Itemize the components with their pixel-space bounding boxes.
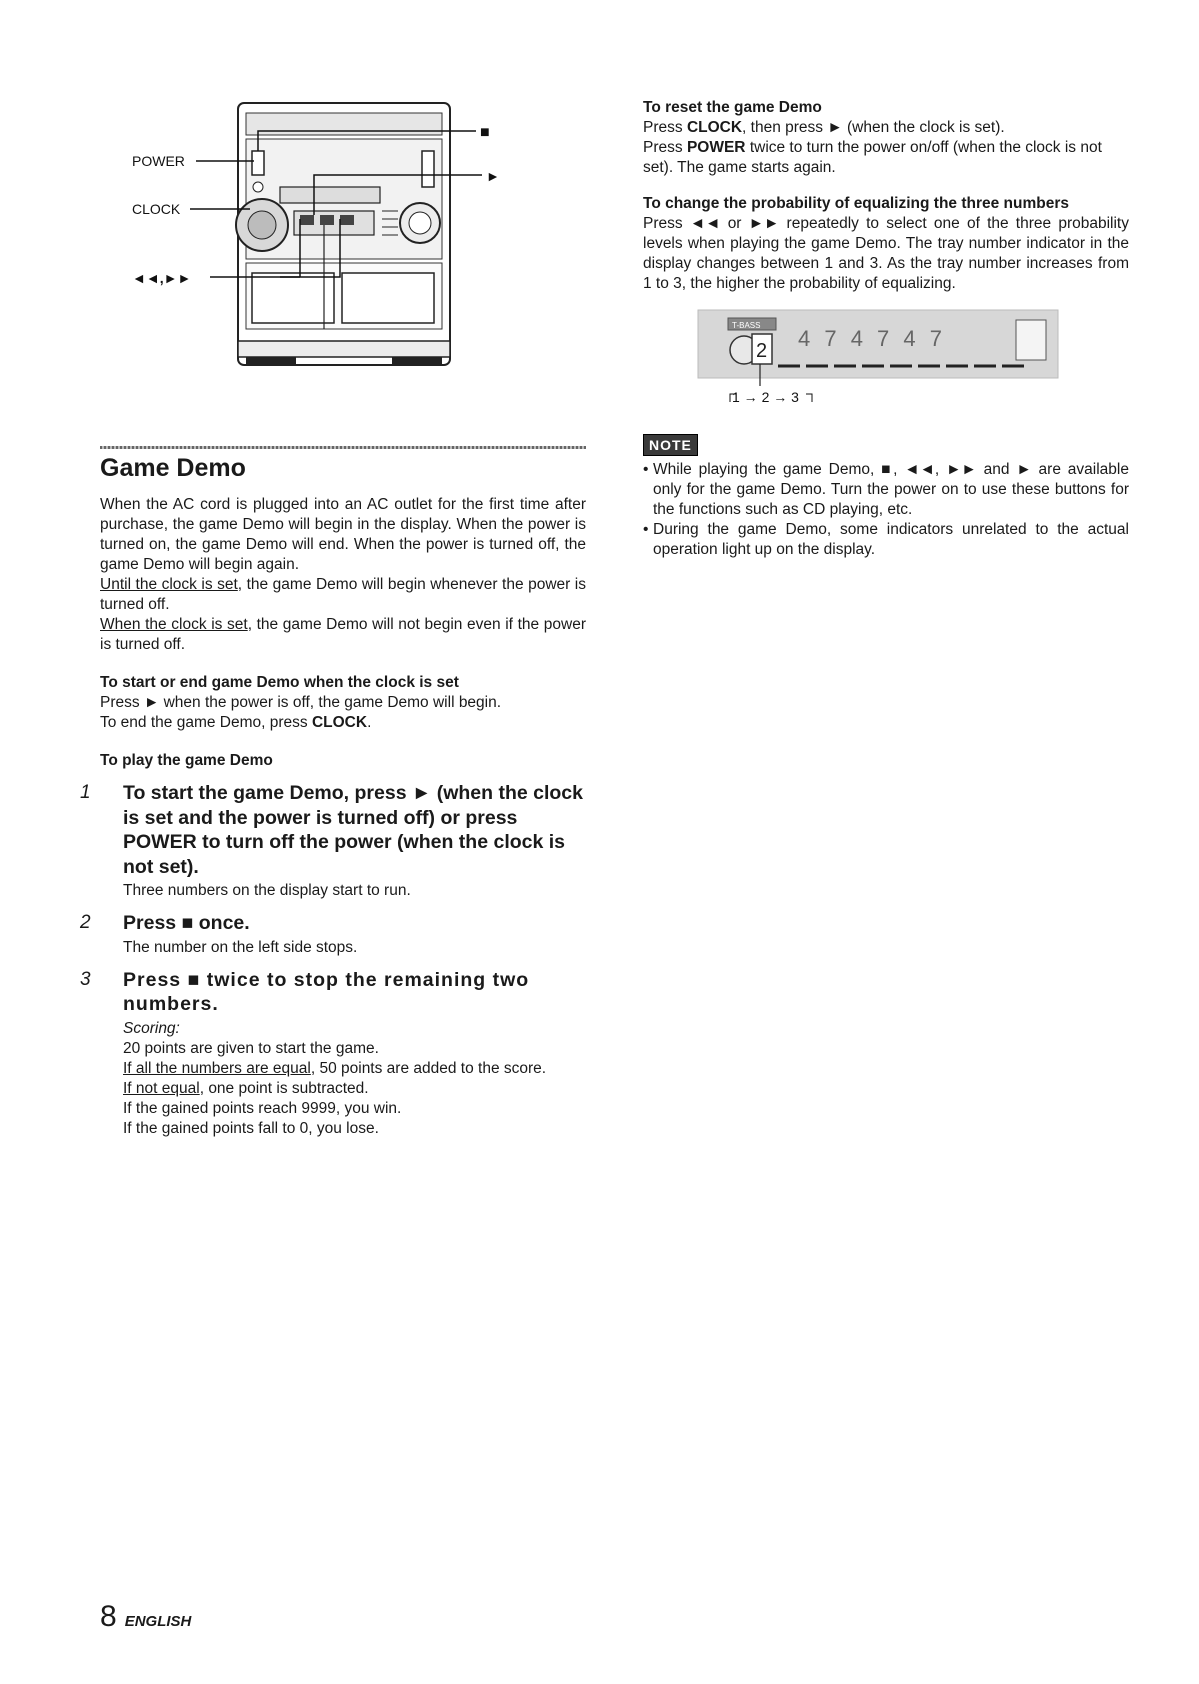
clock-not-set-underlined: Until the clock is set xyxy=(100,576,238,593)
reset-c: , then press xyxy=(742,119,824,136)
section-rule xyxy=(100,446,586,449)
step-3-number: 3 xyxy=(80,968,92,990)
end-line xyxy=(100,713,586,733)
reset2-c: twice to turn the power on/off (when the clock is not set). The game starts again. xyxy=(643,139,1102,176)
probability-heading: To change the probability of equalizing the three numbers xyxy=(643,195,1070,212)
display-sequence: 1 → 2 → 3 xyxy=(732,389,799,405)
scoring-start: 20 points are given to start the game. xyxy=(123,1039,379,1057)
play-icon: ► xyxy=(827,119,843,136)
scoring-label: Scoring: xyxy=(123,1019,180,1037)
stereo-unit-illustration xyxy=(130,95,590,395)
display-tray-number: 2 xyxy=(756,340,768,362)
step-2-body: The number on the left side stops. xyxy=(123,938,358,956)
stop-icon: ■ xyxy=(187,968,201,991)
step-1-title-b: (when the clock is set and the power is turned off) or press POWER to turn off the power (when the clock is not set). xyxy=(123,782,583,878)
right-column xyxy=(643,98,1129,294)
note-item-2 xyxy=(643,520,1129,560)
intro-paragraph: When the AC cord is plugged into an AC outlet for the first time after purchase, the game Demo will begin in the display. When the power is turned on, the game Demo will end. When the power is turned off, the game Demo will begin again. xyxy=(100,496,586,573)
scoring-equal-rest: , 50 points are added to the score. xyxy=(310,1059,547,1077)
fast-forward-icon: ►► xyxy=(748,215,780,232)
reset-a: Press xyxy=(643,119,683,136)
label-stop-symbol: ■ xyxy=(480,124,490,141)
end-line-clock: CLOCK xyxy=(311,714,368,731)
reset-line-2 xyxy=(643,138,1129,178)
page-number: 8 xyxy=(100,1600,117,1633)
reset-d: (when the clock is set). xyxy=(847,119,1005,136)
stereo-unit-diagram xyxy=(130,95,590,395)
clock-not-set-paragraph xyxy=(100,575,586,615)
step-1 xyxy=(80,781,586,901)
scoring-notequal xyxy=(123,1079,586,1099)
clock-not-set-rest: , the game Demo will begin whenever the power is turned off. xyxy=(100,576,587,613)
note-item-2-text: During the game Demo, some indicators unrelated to the actual operation light up on the display. xyxy=(653,521,1129,558)
step-1-body: Three numbers on the display start to run. xyxy=(123,882,411,899)
start-line-a: Press xyxy=(100,694,140,711)
reset2-a: Press xyxy=(643,139,683,156)
reset2-power: POWER xyxy=(686,139,746,156)
label-power: POWER xyxy=(132,153,185,169)
rewind-icon: ◄◄ xyxy=(689,215,721,232)
start-line xyxy=(100,693,586,713)
scoring-lose: If the gained points fall to 0, you lose. xyxy=(123,1119,379,1137)
end-line-period: . xyxy=(367,714,372,731)
page-footer xyxy=(100,1600,191,1634)
step-2-title xyxy=(80,911,586,936)
reset-heading: To reset the game Demo xyxy=(643,99,822,116)
clock-set-paragraph xyxy=(100,615,586,655)
display-digits: 4 7 4 7 4 7 xyxy=(798,326,946,351)
note-badge: NOTE xyxy=(643,434,698,456)
step-2-title-b: once. xyxy=(198,912,250,934)
stop-icon: ■ xyxy=(181,912,194,934)
scoring-win: If the gained points reach 9999, you win. xyxy=(123,1099,402,1117)
note-section xyxy=(643,434,1129,560)
reset-line-1 xyxy=(643,118,1129,138)
step-2-title-a: Press xyxy=(123,912,177,934)
display-panel-svg xyxy=(688,306,1068,406)
clock-set-underlined: When the clock is set xyxy=(100,616,248,633)
step-3 xyxy=(80,968,586,1139)
note-item-1 xyxy=(643,460,1129,520)
start-end-heading: To start or end game Demo when the clock is set xyxy=(100,674,459,691)
step-1-number: 1 xyxy=(80,782,91,803)
bullet: • xyxy=(643,461,649,478)
step-3-title-b: twice to stop the remaining two numbers. xyxy=(123,968,530,1015)
note-item-1-text: While playing the game Demo, ■, ◄◄, ►► and ► are available only for the game Demo. Turn the power on to use these buttons for the functions such as CD playing, etc. xyxy=(653,461,1129,518)
scoring-notequal-underlined: If not equal xyxy=(123,1079,200,1097)
step-3-title xyxy=(80,968,586,1017)
scoring-notequal-rest: , one point is subtracted. xyxy=(199,1079,369,1097)
step-2 xyxy=(80,911,586,958)
prob-a: Press xyxy=(643,215,683,232)
reset-clock: CLOCK xyxy=(686,119,743,136)
step-2-number: 2 xyxy=(80,912,91,933)
label-clock: CLOCK xyxy=(132,201,181,217)
probability-paragraph xyxy=(643,214,1129,294)
bullet: • xyxy=(643,521,649,538)
clock-set-rest: , the game Demo will not begin even if the power is turned off. xyxy=(100,616,586,653)
label-skip: ◄◄,►► xyxy=(132,270,192,286)
left-column xyxy=(80,454,587,1139)
footer-language: ENGLISH xyxy=(124,1613,192,1630)
play-heading: To play the game Demo xyxy=(100,752,273,769)
play-icon: ► xyxy=(411,782,432,804)
end-line-a: To end the game Demo, press xyxy=(100,714,308,731)
prob-c: repeatedly to select one of the three probability levels when playing the game Demo. The tray number indicator in the display changes between 1 and 3. As the tray number increases from 1 to 3, the higher the probability of equalizing. xyxy=(643,215,1129,292)
play-icon: ► xyxy=(143,694,160,711)
label-play-symbol: ► xyxy=(486,168,500,184)
scoring-equal xyxy=(123,1059,586,1079)
step-1-title-a: To start the game Demo, press xyxy=(123,782,407,804)
start-line-b: when the power is off, the game Demo will begin. xyxy=(163,694,502,711)
step-1-title xyxy=(80,781,586,879)
prob-b: or xyxy=(727,215,742,232)
display-illustration xyxy=(688,306,1068,406)
section-title: Game Demo xyxy=(100,454,246,482)
step-3-title-a: Press xyxy=(123,968,182,991)
scoring-equal-underlined: If all the numbers are equal xyxy=(123,1059,311,1077)
display-small-label: T-BASS xyxy=(732,321,761,330)
